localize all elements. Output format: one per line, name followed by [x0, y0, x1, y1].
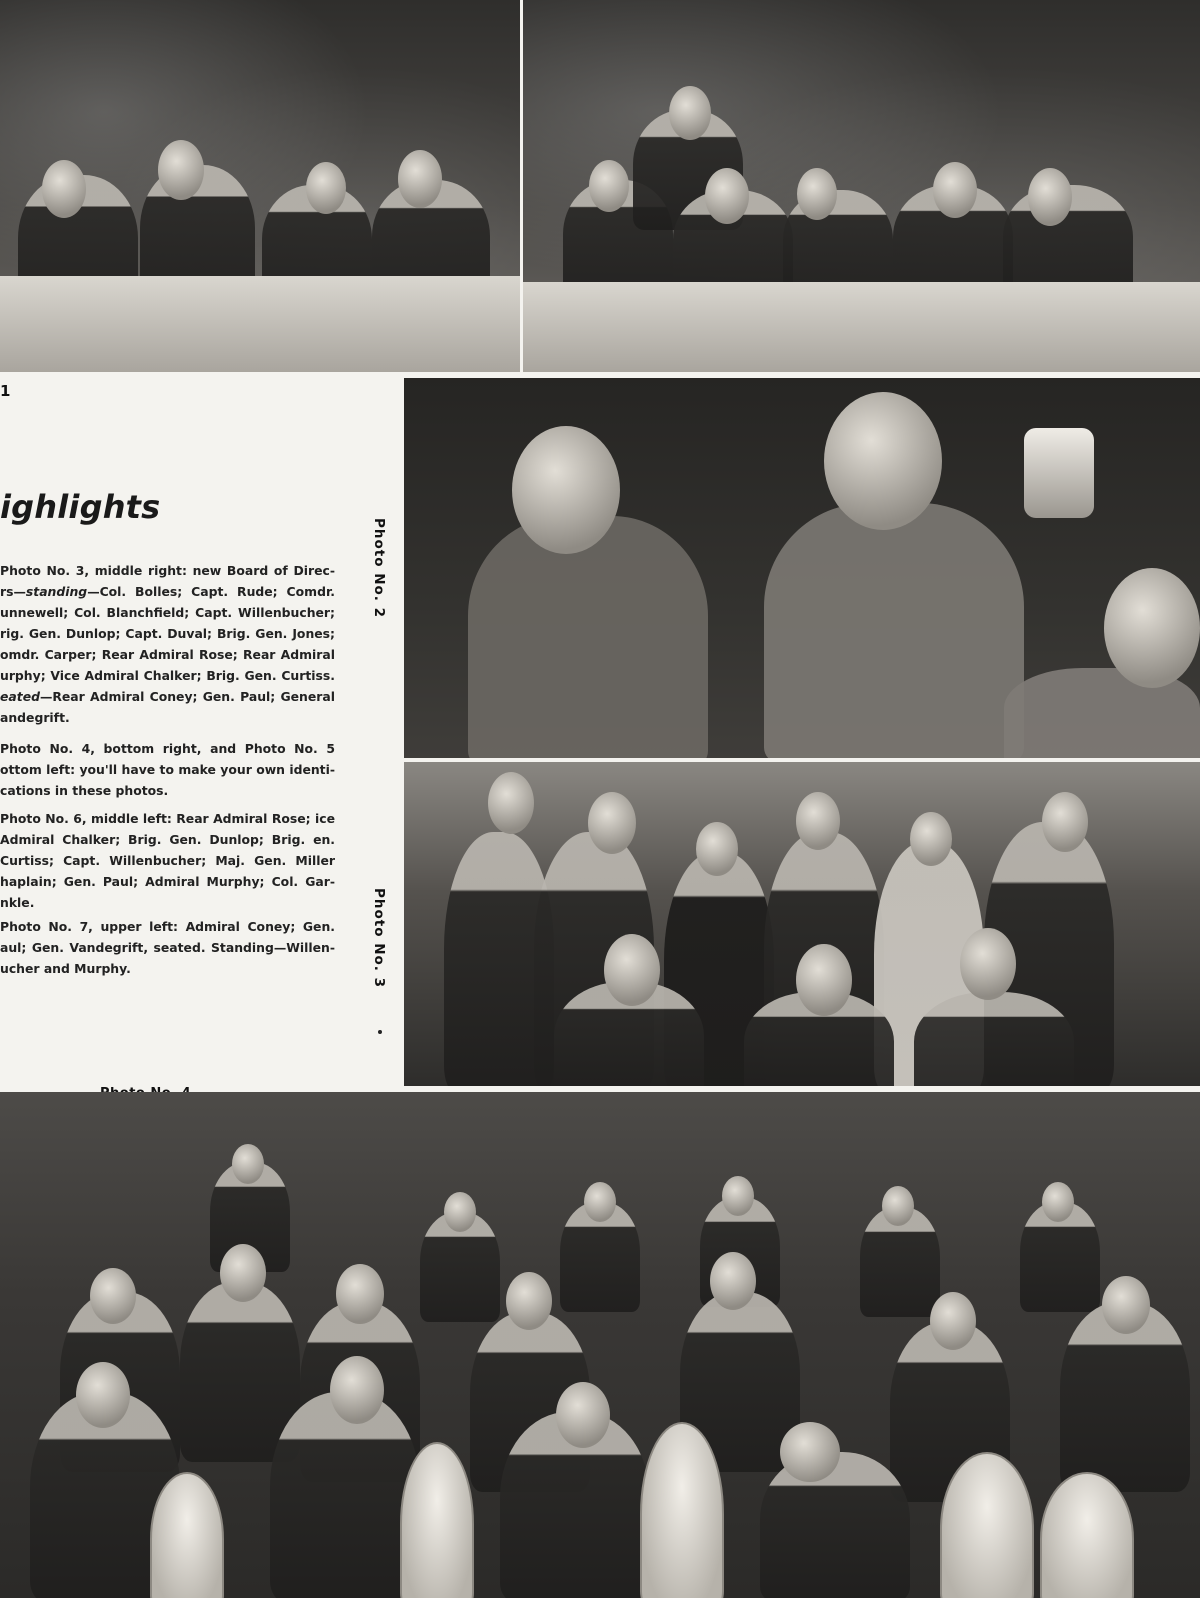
audience-member — [270, 1392, 420, 1598]
person-head — [1104, 568, 1200, 688]
caption-photo-4-5: Photo No. 4, bottom right, and Photo No. 5 ottom left: you'll have to make your own identi- cations in these photos. — [0, 741, 335, 798]
person-seated — [914, 992, 1074, 1086]
person-head — [588, 792, 636, 854]
chair-back — [640, 1422, 724, 1598]
person-head — [306, 162, 346, 214]
chair-back — [940, 1452, 1034, 1598]
person-head — [696, 822, 738, 876]
chair-back — [1040, 1472, 1134, 1598]
person-head — [90, 1268, 136, 1324]
photo-top-right — [523, 0, 1200, 372]
person-head — [960, 928, 1016, 1000]
person-head — [158, 140, 204, 200]
caption-photo-3-line2: —Col. Bolles; Capt. Rude; Comdr. — [87, 584, 335, 599]
table-cloth — [0, 276, 520, 372]
photo-2 — [404, 378, 1200, 758]
person-head — [556, 1382, 610, 1448]
caption-photo-3-intro: Photo No. 3, middle right: new Board of Direc- — [0, 563, 335, 578]
person-head — [882, 1186, 914, 1226]
person-head — [669, 86, 711, 140]
person-head — [824, 392, 942, 530]
person-head — [584, 1182, 616, 1222]
caption-photo-3-seated: —Rear Admiral Coney; Gen. Paul; General andegrift. — [0, 689, 335, 725]
person-head — [705, 168, 749, 224]
caption-photo-7: Photo No. 7, upper left: Admiral Coney; Gen. aul; Gen. Vandegrift, seated. Standing—Willen- ucher and Murphy. — [0, 919, 335, 976]
person-right — [764, 503, 1024, 758]
person-head — [76, 1362, 130, 1428]
person-head — [604, 934, 660, 1006]
person-head — [589, 160, 629, 212]
page-number: 1 — [0, 382, 11, 400]
person-head — [42, 160, 86, 218]
caption-photo-3-names: unnewell; Col. Blanchfield; Capt. Willenbucher; rig. Gen. Dunlop; Capt. Duval; Brig. Gen. Jones; omdr. Carper; Rear Admiral Rose; Rear Admiral urphy; Vice Admiral Chalker; Brig. Gen. Curtiss. — [0, 605, 335, 683]
photo-3-dot — [378, 1030, 382, 1034]
caption-standing-label: standing — [25, 584, 88, 599]
person-head — [780, 1422, 840, 1482]
person-head — [1102, 1276, 1150, 1334]
person-head — [488, 772, 534, 834]
person-head — [398, 150, 442, 208]
person-head — [722, 1176, 754, 1216]
chair-back — [400, 1442, 474, 1598]
person-head — [330, 1356, 384, 1424]
person-head — [710, 1252, 756, 1310]
page-headline: ighlights — [0, 488, 161, 526]
person-head — [1042, 792, 1088, 852]
person-head — [910, 812, 952, 866]
caption-photo-3-prefix: rs— — [0, 584, 26, 599]
person-head — [933, 162, 977, 218]
photo-2-label: Photo No. 2 — [371, 518, 387, 619]
person-head — [220, 1244, 266, 1302]
photo-4 — [0, 1092, 1200, 1598]
person-head — [232, 1144, 264, 1184]
person-head — [444, 1192, 476, 1232]
table-cloth — [523, 282, 1200, 372]
person-head — [797, 168, 837, 220]
caption-photo-6: Photo No. 6, middle left: Rear Admiral Rose; ice Admiral Chalker; Brig. Gen. Dunlop; Brig. en. Curtiss; Capt. Willenbucher; Maj. Gen. Miller haplain; Gen. Paul; Admiral Murphy; Col. Gar- nkle. — [0, 811, 335, 910]
audience-member — [760, 1452, 910, 1598]
caption-seated-label: eated — [0, 689, 40, 704]
chair-back — [150, 1472, 224, 1598]
person-left — [468, 516, 708, 758]
person-head — [930, 1292, 976, 1350]
person-head — [796, 792, 840, 850]
person-head — [506, 1272, 552, 1330]
person-head — [1042, 1182, 1074, 1222]
photo-3 — [404, 762, 1200, 1086]
photo-top-left — [0, 0, 520, 372]
candle-sconce — [1024, 428, 1094, 518]
caption-photo-3 — [0, 560, 335, 728]
photo-3-label: Photo No. 3 — [371, 888, 387, 989]
person-head — [336, 1264, 384, 1324]
person-head — [796, 944, 852, 1016]
person-head — [512, 426, 620, 554]
person-head — [1028, 168, 1072, 226]
